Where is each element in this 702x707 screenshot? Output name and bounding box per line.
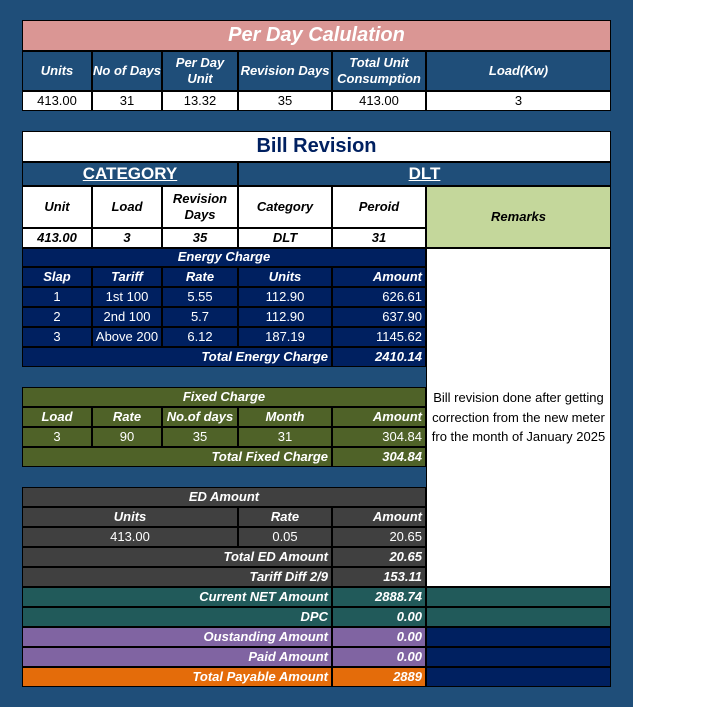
revision-header-load: Load [92, 186, 162, 228]
fixed-header-amount: Amount [332, 407, 426, 427]
energy-row-1-tariff: 1st 100 [92, 287, 162, 307]
per-day-title: Per Day Calulation [22, 20, 611, 51]
fixed-row-days: 35 [162, 427, 238, 447]
per-day-value-per-day-unit: 13.32 [162, 91, 238, 111]
fixed-header-rate: Rate [92, 407, 162, 427]
remarks-text: Bill revision done after getting correction from the new meter fro the month of January 2025 [426, 248, 611, 587]
fixed-charge-title: Fixed Charge [22, 387, 426, 407]
per-day-value-units: 413.00 [22, 91, 92, 111]
revision-header-days: Revision Days [162, 186, 238, 228]
energy-row-1-units: 112.90 [238, 287, 332, 307]
total-payable-amount-filler [426, 667, 611, 687]
paid-amount-label: Paid Amount [22, 647, 332, 667]
energy-row-1-slap: 1 [22, 287, 92, 307]
ed-header-units: Units [22, 507, 238, 527]
per-day-value-load: 3 [426, 91, 611, 111]
ed-header-amount: Amount [332, 507, 426, 527]
energy-row-1-rate: 5.55 [162, 287, 238, 307]
ed-amount-title: ED Amount [22, 487, 426, 507]
dpc-filler [426, 607, 611, 627]
energy-row-2-rate: 5.7 [162, 307, 238, 327]
per-day-header-units: Units [22, 51, 92, 91]
energy-row-2-units: 112.90 [238, 307, 332, 327]
per-day-header-total-consumption: Total Unit Consumption [332, 51, 426, 91]
fixed-header-days: No.of days [162, 407, 238, 427]
outstanding-amount-label: Oustanding Amount [22, 627, 332, 647]
energy-row-2-slap: 2 [22, 307, 92, 327]
tariff-diff-value: 153.11 [332, 567, 426, 587]
revision-header-category: Category [238, 186, 332, 228]
energy-row-2-amount: 637.90 [332, 307, 426, 327]
per-day-header-load: Load(Kw) [426, 51, 611, 91]
energy-header-tariff: Tariff [92, 267, 162, 287]
bill-revision-title: Bill Revision [22, 131, 611, 162]
energy-row-3-slap: 3 [22, 327, 92, 347]
revision-value-load: 3 [92, 228, 162, 248]
revision-value-days: 35 [162, 228, 238, 248]
energy-row-1-amount: 626.61 [332, 287, 426, 307]
energy-row-3-units: 187.19 [238, 327, 332, 347]
energy-row-3-tariff: Above 200 [92, 327, 162, 347]
per-day-value-revision-days: 35 [238, 91, 332, 111]
total-energy-charge-label: Total Energy Charge [22, 347, 332, 367]
current-net-amount-label: Current NET Amount [22, 587, 332, 607]
category-label: CATEGORY [22, 162, 238, 186]
paid-amount-filler [426, 647, 611, 667]
revision-header-unit: Unit [22, 186, 92, 228]
fixed-header-load: Load [22, 407, 92, 427]
total-payable-amount-value: 2889 [332, 667, 426, 687]
tariff-diff-label: Tariff Diff 2/9 [22, 567, 332, 587]
energy-header-amount: Amount [332, 267, 426, 287]
per-day-value-days: 31 [92, 91, 162, 111]
total-fixed-charge-value: 304.84 [332, 447, 426, 467]
total-ed-amount-value: 20.65 [332, 547, 426, 567]
total-energy-charge-value: 2410.14 [332, 347, 426, 367]
fixed-row-load: 3 [22, 427, 92, 447]
outstanding-amount-value: 0.00 [332, 627, 426, 647]
energy-row-2-tariff: 2nd 100 [92, 307, 162, 327]
revision-value-category: DLT [238, 228, 332, 248]
remarks-label: Remarks [426, 186, 611, 248]
dpc-label: DPC [22, 607, 332, 627]
revision-value-unit: 413.00 [22, 228, 92, 248]
category-value: DLT [238, 162, 611, 186]
current-net-amount-value: 2888.74 [332, 587, 426, 607]
per-day-value-total-consumption: 413.00 [332, 91, 426, 111]
dpc-value: 0.00 [332, 607, 426, 627]
current-net-amount-filler [426, 587, 611, 607]
fixed-row-rate: 90 [92, 427, 162, 447]
per-day-header-per-day-unit: Per Day Unit [162, 51, 238, 91]
ed-row-amount: 20.65 [332, 527, 426, 547]
energy-row-3-amount: 1145.62 [332, 327, 426, 347]
per-day-header-days: No of Days [92, 51, 162, 91]
ed-row-rate: 0.05 [238, 527, 332, 547]
total-payable-amount-label: Total Payable Amount [22, 667, 332, 687]
per-day-header-revision-days: Revision Days [238, 51, 332, 91]
revision-value-period: 31 [332, 228, 426, 248]
energy-header-units: Units [238, 267, 332, 287]
energy-header-slap: Slap [22, 267, 92, 287]
fixed-row-month: 31 [238, 427, 332, 447]
energy-charge-title: Energy Charge [22, 248, 426, 267]
paid-amount-value: 0.00 [332, 647, 426, 667]
fixed-header-month: Month [238, 407, 332, 427]
total-ed-amount-label: Total ED Amount [22, 547, 332, 567]
total-fixed-charge-label: Total Fixed Charge [22, 447, 332, 467]
ed-header-rate: Rate [238, 507, 332, 527]
energy-row-3-rate: 6.12 [162, 327, 238, 347]
revision-header-period: Peroid [332, 186, 426, 228]
ed-row-units: 413.00 [22, 527, 238, 547]
energy-header-rate: Rate [162, 267, 238, 287]
fixed-row-amount: 304.84 [332, 427, 426, 447]
outstanding-amount-filler [426, 627, 611, 647]
